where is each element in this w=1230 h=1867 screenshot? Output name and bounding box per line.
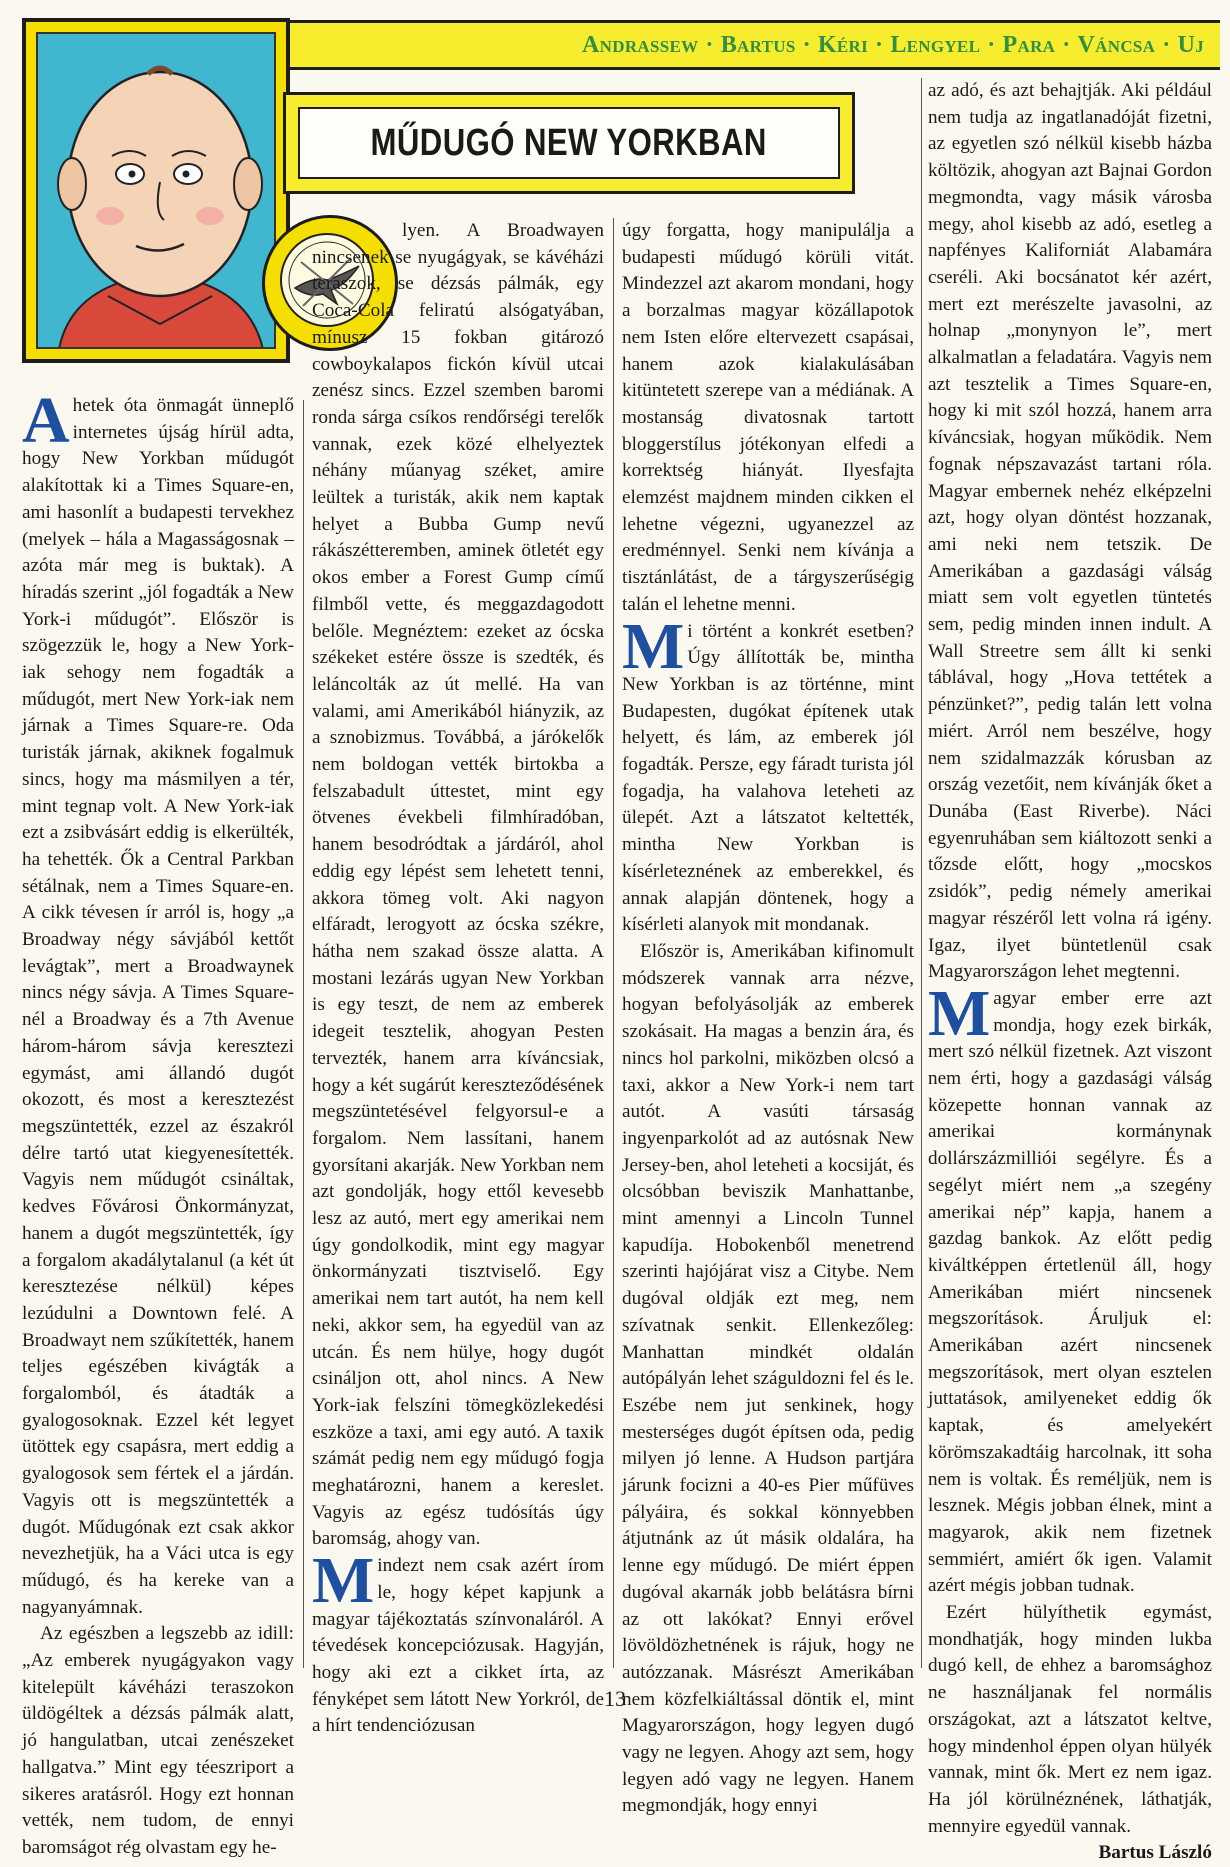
separator: · <box>987 31 996 58</box>
paragraph: Először is, Amerikában kifinomult módszerek vannak arra nézve, hogyan befolyásolják az emberek szokásait. Ha magas a benzin ára, és nincs hol parkolni, miközben olcsó a taxi, akkor a New York-i nem tart autót. A vasúti társaság ingyenparkolót ad az autósnak New Jersey-ben, ahol leteheti a kocsiját, és olcsóbban beviszik Manhattanbe, mint amennyi a Lincoln Tunnel kapudíja. Hobokenből menetrend szerinti hajójárat visz a Citybe. Nem dugóval oldják ezt meg, nem szívatnak senkit. Ellenkezőleg: Manhattan mindkét oldalán autópályán lehet száguldozni fel és le. Eszébe nem jut senkinek, hogy mesterséges dugót építsen oda, pedig milyen jó lenne. A Hudson partjára járunk focizni a 40-es Pier műfüves pályáira, és sokkal könnyebben átjutnánk az út másik oldalára, ha lenne egy műdugó. De miért éppen dugóval akarnák jobb belátásra bírni az ott lakókat? Ennyi erővel lövöldözhetnének is rájuk, hogy ne autózzanak. Másrészt Amerikában nem közfelkiáltással döntik el, mint Magyarországon, hogy legyen dugó vagy ne legyen. Ahogy azt sem, hogy legyen adó vagy ne legyen. Hanem megmondják, hogy ennyi <box>622 940 914 1817</box>
column-2 <box>312 218 604 1740</box>
page-number: 13 <box>604 1686 626 1711</box>
paragraph-text: indezt nem csak azért írom le, hogy képet kapjunk a magyar tájékoztatás színvonaláról. A tévedések koncepciózusak. Hagyján, hogy aki ezt a cikket írta, az fényképet sem látott New Yorkról, de a hírt tendenciózusan <box>312 1555 604 1737</box>
paragraph-text: agyar ember erre azt mondja, hogy ezek birkák, mert szó nélkül fizetnek. Azt viszont nem érti, hogy a gazdasági válság közepette honnan vannak az amerikai kormánynak dollárszázmilliói segélyre. És a segélyt miért nem „a szegény amerikai nép” kapja, hanem a gazdag bankok. Az előtt pedig kiváltképpen értetlenül áll, hogy Amerikában miért nincsenek megszorítások. Áruljuk el: Amerikában azért nincsenek megszorítások, mert olyan esztelen juttatások, amilyeneket eddig ők kaptak, és amelyekért körömszakadtáig harcolnak, itt soha nem is voltak. És reméljük, nem is lesznek. Mégis jobban élnek, mint a magyarok, akik nem fizetnek semmiért, amiért ők igen. Valamit azért mégis jobban tudnak. <box>928 987 1212 1597</box>
author-name: Lengyel <box>890 31 981 58</box>
paragraph <box>622 609 914 939</box>
separator: · <box>802 31 811 58</box>
author-name: Kéri <box>817 31 868 58</box>
paragraph <box>312 1544 604 1740</box>
column-divider <box>303 400 304 1668</box>
title-box <box>283 92 855 194</box>
column-4 <box>928 78 1212 1867</box>
column-divider <box>613 218 614 1668</box>
author-name: Bartus <box>720 31 796 58</box>
author-name: Andrassew <box>582 31 699 58</box>
column-3 <box>622 218 914 1820</box>
author-caricature <box>22 18 290 363</box>
author-name: Váncsa <box>1077 31 1156 58</box>
author-name: Para <box>1002 31 1056 58</box>
paragraph: lyen. A Broadwayen nincsenek se nyugágyak, se kávéházi teraszok, se dézsás pálmák, egy Coca-Cola feliratú alsógatyában, mínusz 15 fokban gitározó cowboykalapos fickón kívül utcai zenész sincs. Ezzel szemben baromi ronda sárga csíkos rendőrségi terelők vannak, ezek közé elhelyeztek néhány műanyag széket, amire leültek a turisták, akik nem kaptak helyet a Bubba Gump nevű rákászétteremben, aminek ötletét egy okos ember a Forest Gump című filmből vette, és meggazdagodott belőle. Megnéztem: ezeket az ócska székeket estére össze is szedték, és leláncolták az út mellé. Ha van valami, ami Amerikából hiányzik, az a sznobizmus. Továbbá, a járókelők nem boldogan vették birtokba a felszabadult úttestet, mint egy ötvenes évekbeli filmhíradóban, hanem besodródtak a járdáról, ahol eddig egy lépést sem lehetett tenni, akkora tömeg volt. Aki nagyon elfáradt, lerogyott az ócska székre, hátha nem szakad össze alatta. A mostani lezárás ugyan New Yorkban is egy teszt, de nem az emberek idegeit tesztelik, ahogyan Pesten tervezték, hanem arra kíváncsiak, hogy a két sugárút kereszteződésének megszüntetésével felgyorsul-e a forgalom. Nem lassítani, hanem gyorsítani akarják. New Yorkban nem azt gondolják, hogy ettől kevesebb lesz az autó, mert egy amerikai nem úgy gondolkodik, mint egy magyar önkormányzati tisztviselő. Egy amerikai nem tart autót, ha nem kell neki, akkor sem, ha egyedül van az utcán. És nem hülye, hogy dugót csináljon ott, ahol nincs. A New York-iak felszíni tömegközlekedési eszköze a taxi, ami egy autó. A taxik számát pedig nem egy műdugó fogja meghatározni, hanem a kereslet. Vagyis az egész tudósítás úgy baromság, ahogy van. <box>312 220 604 1550</box>
drop-cap: M <box>928 976 991 1050</box>
caricature-illustration <box>38 34 276 349</box>
paragraph: Ezért hülyíthetik egymást, mondhatják, hogy minden lukba dugó kell, de ehhez a baromsághoz ne használjanak fel normális országokat, azt a látszatot keltve, hogy mindenhol éppen olyan hülyék vannak, mint ők. Mert ez nem igaz. Ha jól körülnéznének, láthatják, mennyire egyedül vannak. <box>928 1602 1212 1837</box>
drop-cap: A <box>22 384 70 457</box>
article-title: MŰDUGÓ NEW YORKBAN <box>370 121 768 164</box>
drop-cap: M <box>622 609 685 683</box>
author-signature: Bartus László <box>1098 1842 1212 1864</box>
drop-cap: M <box>312 1544 375 1618</box>
separator: · <box>875 31 884 58</box>
paragraph <box>22 384 294 1621</box>
separator: · <box>1062 31 1071 58</box>
paragraph-text: i történt a konkrét esetben? Úgy állították be, mintha New Yorkban is az történne, mint Budapesten, dugókat építenek utak helyett, és lám, az emberek jól fogadták. Persze, egy fáradt turista jól fogadja, ha valahova leteheti az ülepét. Azt a látszatot keltették, mintha New Yorkban is kísérleteznének az emberekkel, és annak alapján döntenek, hogy a kísérleti alanyok mit mondanak. <box>622 620 914 936</box>
paragraph-text: hetek óta önmagát ünneplő internetes újság hírül adta, hogy New Yorkban műdugót alakítottak ki a Times Square-en, ami hasonlít a budapesti tervekhez (melyek – hála a Magasságosnak – azóta már meg is buktak). A híradás szerint „jól fogadták a New York-i műdugót”. Először is szögezzük le, hogy a New York-iak sehogy nem fogadták a műdugót, mert New York-iak nem járnak a Times Square-re. Oda turisták járnak, akiknek fogalmuk sincs, hogy ma másmilyen a tér, mint tegnap volt. A New York-iak ezt a zsibvásárt eddig is elkerülték, ha tehették. Ők a Central Parkban sétálnak, nem a Times Square-en. A cikk tévesen ír arról is, hogy „a Broadway négy sávjából kettőt levágtak”, mert a Broadwaynek nincs négy sávja. A Times Square-nél a Broadway és a 7th Avenue három-három sávja keresztezi egymást, ami állandó dugót okozott, és most a keresztezést megszüntették, ezzel az északról délre tartó utat kiegyenesítették. Vagyis nem műdugót csináltak, kedves Fővárosi Önkormányzat, hanem a dugót megszüntették, így a forgalom akadálytalanul (a két út keresztezése nélkül) képes lezúdulni a Downtown felé. A Broadwayt nem szűkítették, hanem teljes egészében kivágták a forgalomból, és átadták a gyalogosoknak. Ezzel két legyet ütöttek egy csapásra, mert eddig a gyalogosok sem fértek el a járdán. Vagyis ott is megszüntették a dugót. Műdugónak ezt csak akkor nevezhetjük, ha a Váci utca is egy műdugó, és ha kereke van a nagyanyámnak. <box>22 395 294 1618</box>
author-name: Uj <box>1177 31 1204 58</box>
separator: · <box>1162 31 1171 58</box>
paragraph <box>928 976 1212 1600</box>
column-divider <box>921 78 922 1668</box>
paragraph: úgy forgatta, hogy manipulálja a budapesti műdugó körüli vitát. Mindezzel azt akarom mondani, hogy a borzalmas magyar közállapotok nem Isten előre eltervezett csapásai, hanem azok kialakulásában kitüntetett szerepe van a médiának. A mostanság divatosnak tartott bloggerstílus jótékonyan elfedi a korrektség hiányát. Ilyesfajta elemzést majdnem minden cikken el lehetne végezni, ugyanezzel az eredménnyel. Senki nem kívánja a tisztánlátást, de a tárgyszerűségig talán el lehetne menni. <box>622 220 914 615</box>
separator: · <box>705 31 714 58</box>
column-1 <box>22 384 294 1862</box>
author-strip <box>290 20 1220 70</box>
paragraph: az adó, és azt behajtják. Aki például nem tudja az ingatlanadóját fizetni, az egyetlen szó nélkül kisebb házba költözik, ahogyan azt Bajnai Gordon megmondta, vagy másik városba megy, ahol kisebb az adó, esetleg a napfényes Kaliforniát Alabamára cseréli. Aki bocsánatot kér azért, mert ezt merészelte javasolni, az holnap „monynyon le”, mert alkalmatlan a feladatára. Vagyis nem azt tesztelik a Times Square-en, hogy ki mit szól hozzá, hanem arra kíváncsiak, hogyan működik. Nem fognak népszavazást tartani róla. Magyar embernek nehéz elképzelni azt, hogy olyan döntést hozzanak, ami neki nem tetszik. De Amerikában a gazdasági válság miatt sem volt egyetlen tüntetés sem, pedig minden innen indult. A Wall Streetre sem állt ki senki táblával, hogy „Hova tettétek a pénzünket?”, pedig talán lett volna miért. Arról nem beszélve, hogy nem szidalmazzák kórusban az ország vezetőit, nem kívánják őket a Dunába (East Riverbe). Náci egyenruhában sem kiáltozott senki a tőzsde előtt, hogy „mocskos zsidók”, pedig némely amerikai magyar részéről lett volna rá igény. Igaz, ilyet büntetlenül csak Magyarországon lehet megtenni. <box>928 80 1212 983</box>
paragraph: Az egészben a legszebb az idill: „Az emberek nyugágyakon vagy kitelepült kávéházi teraszokon üldögéltek a dézsás pálmák alatt, jó hangulatban, utcai zenészeket hallgatva.” Mint egy téeszriport a sikeres aratásról. Hogy ezt honnan vették, nem tudom, de ennyi baromságot rég olvastam egy he- <box>22 1623 294 1858</box>
